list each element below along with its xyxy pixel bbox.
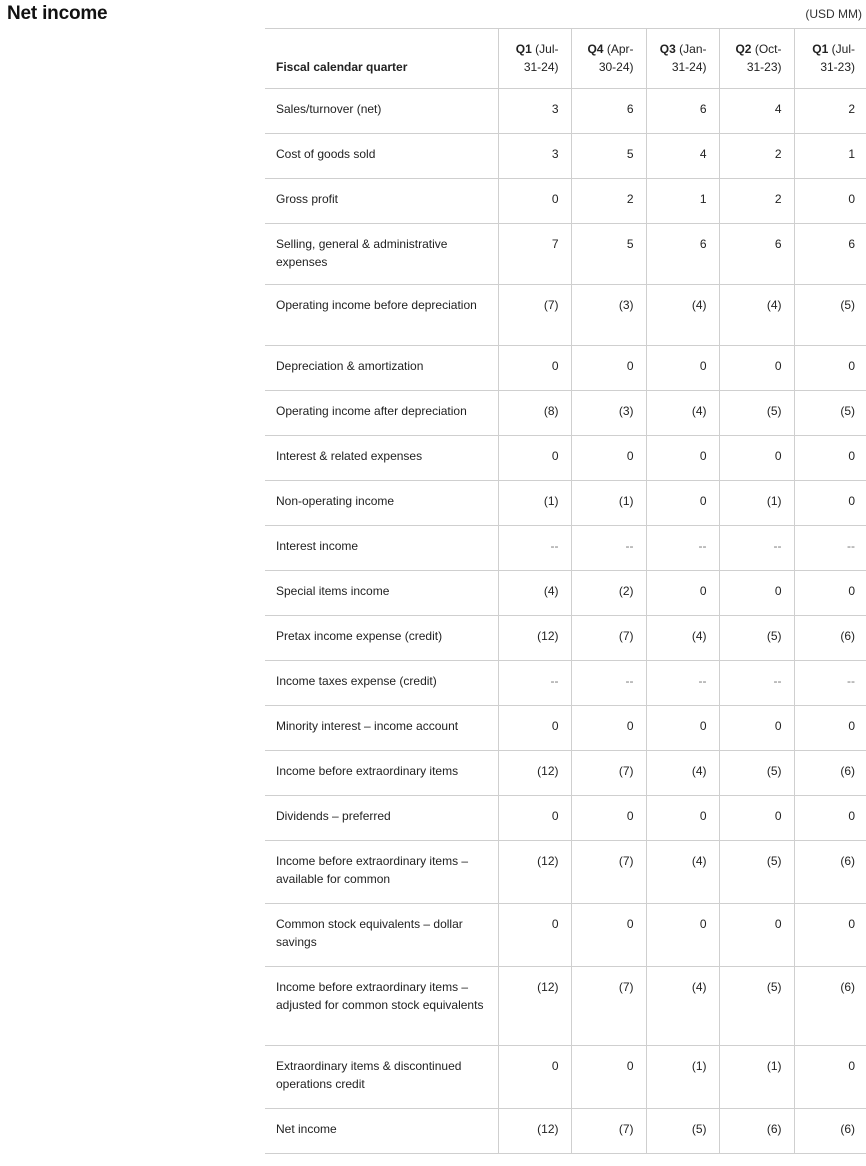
row-label: Depreciation & amortization <box>265 346 498 391</box>
table-row <box>265 1109 866 1154</box>
cell-value: 0 <box>571 436 646 481</box>
table-row <box>265 179 866 224</box>
cell-value: (7) <box>498 285 571 346</box>
table-row <box>265 1046 866 1109</box>
cell-value: 6 <box>794 224 866 285</box>
row-label: Dividends – preferred <box>265 796 498 841</box>
cell-value: (6) <box>794 967 866 1046</box>
cell-value: 0 <box>498 1046 571 1109</box>
table-row <box>265 526 866 571</box>
cell-value: (5) <box>719 616 794 661</box>
cell-value: 3 <box>498 134 571 179</box>
cell-value: (1) <box>498 481 571 526</box>
cell-value: (4) <box>646 751 719 796</box>
cell-value: 0 <box>646 436 719 481</box>
table-row <box>265 346 866 391</box>
cell-value: 0 <box>719 706 794 751</box>
row-label: Extraordinary items & discontinued operations credit <box>265 1046 498 1109</box>
cell-value: (4) <box>646 285 719 346</box>
cell-value: (12) <box>498 616 571 661</box>
cell-value: (7) <box>571 841 646 904</box>
cell-value: 0 <box>794 481 866 526</box>
table-row <box>265 436 866 481</box>
cell-value: 0 <box>498 436 571 481</box>
cell-value: (5) <box>794 285 866 346</box>
quarter-name: Q1 <box>812 42 829 56</box>
cell-value: 0 <box>498 706 571 751</box>
cell-value: 0 <box>719 436 794 481</box>
cell-value: (7) <box>571 1109 646 1154</box>
cell-value: (5) <box>719 391 794 436</box>
quarter-date-line1: (Jul- <box>831 42 855 56</box>
cell-value: -- <box>719 526 794 571</box>
cell-value: 0 <box>794 179 866 224</box>
cell-value: 0 <box>794 436 866 481</box>
row-label: Income before extraordinary items – adjusted for common stock equivalents <box>265 967 498 1046</box>
cell-value: (1) <box>719 1046 794 1109</box>
cell-value: 1 <box>794 134 866 179</box>
cell-value: 5 <box>571 134 646 179</box>
table-row <box>265 481 866 526</box>
cell-value: -- <box>794 526 866 571</box>
column-header-q1-2024 <box>498 29 571 89</box>
quarter-date-line1: (Jul- <box>535 42 559 56</box>
cell-value: (5) <box>794 391 866 436</box>
cell-value: 5 <box>571 224 646 285</box>
row-label: Special items income <box>265 571 498 616</box>
table-row <box>265 571 866 616</box>
cell-value: 6 <box>719 224 794 285</box>
cell-value: 0 <box>719 346 794 391</box>
cell-value: (7) <box>571 616 646 661</box>
quarter-date-line2: 31-24) <box>671 60 707 74</box>
table-row <box>265 285 866 346</box>
quarter-date-line2: 31-23) <box>746 60 782 74</box>
cell-value: (5) <box>719 841 794 904</box>
cell-value: -- <box>719 661 794 706</box>
row-label: Income taxes expense (credit) <box>265 661 498 706</box>
row-label: Cost of goods sold <box>265 134 498 179</box>
quarter-date-line1: (Jan- <box>679 42 707 56</box>
cell-value: 0 <box>719 904 794 967</box>
cell-value: (6) <box>719 1109 794 1154</box>
cell-value: 0 <box>498 346 571 391</box>
cell-value: (4) <box>646 841 719 904</box>
cell-value: (12) <box>498 1109 571 1154</box>
cell-value: 0 <box>646 904 719 967</box>
cell-value: 0 <box>794 706 866 751</box>
cell-value: 0 <box>794 346 866 391</box>
cell-value: 0 <box>646 796 719 841</box>
cell-value: 0 <box>571 796 646 841</box>
table-body <box>265 89 866 1154</box>
table-row <box>265 391 866 436</box>
cell-value: 1 <box>646 179 719 224</box>
cell-value: -- <box>646 661 719 706</box>
quarter-date-line2: 30-24) <box>598 60 634 74</box>
table-row <box>265 751 866 796</box>
quarter-name: Q1 <box>515 42 532 56</box>
cell-value: (12) <box>498 967 571 1046</box>
row-label: Operating income before depreciation <box>265 285 498 346</box>
row-label: Gross profit <box>265 179 498 224</box>
cell-value: 6 <box>571 89 646 134</box>
row-label: Common stock equivalents – dollar savings <box>265 904 498 967</box>
row-label: Sales/turnover (net) <box>265 89 498 134</box>
quarter-date-line2: 31-24) <box>523 60 559 74</box>
table-header-row <box>265 29 866 89</box>
table-row <box>265 706 866 751</box>
table-row <box>265 134 866 179</box>
table-row <box>265 841 866 904</box>
cell-value: (5) <box>719 751 794 796</box>
cell-value: (1) <box>571 481 646 526</box>
cell-value: 0 <box>719 571 794 616</box>
cell-value: -- <box>498 661 571 706</box>
row-label: Pretax income expense (credit) <box>265 616 498 661</box>
cell-value: 2 <box>719 179 794 224</box>
row-label: Income before extraordinary items – available for common <box>265 841 498 904</box>
label-column-header: Fiscal calendar quarter <box>265 29 498 89</box>
row-label: Interest income <box>265 526 498 571</box>
row-label: Income before extraordinary items <box>265 751 498 796</box>
cell-value: 0 <box>794 571 866 616</box>
cell-value: 3 <box>498 89 571 134</box>
cell-value: 2 <box>571 179 646 224</box>
cell-value: (4) <box>646 967 719 1046</box>
units-label: (USD MM) <box>805 7 862 21</box>
cell-value: 0 <box>719 796 794 841</box>
cell-value: (6) <box>794 616 866 661</box>
table-row <box>265 796 866 841</box>
cell-value: 0 <box>498 796 571 841</box>
row-label: Net income <box>265 1109 498 1154</box>
cell-value: 4 <box>719 89 794 134</box>
cell-value: (3) <box>571 391 646 436</box>
cell-value: 0 <box>794 904 866 967</box>
cell-value: (12) <box>498 841 571 904</box>
cell-value: -- <box>571 526 646 571</box>
cell-value: (4) <box>646 391 719 436</box>
cell-value: 0 <box>646 346 719 391</box>
cell-value: 0 <box>498 904 571 967</box>
column-header-q3-2024 <box>646 29 719 89</box>
cell-value: 0 <box>571 1046 646 1109</box>
column-header-q1-2023 <box>794 29 866 89</box>
cell-value: (8) <box>498 391 571 436</box>
table-row <box>265 224 866 285</box>
cell-value: (1) <box>719 481 794 526</box>
cell-value: 0 <box>646 481 719 526</box>
cell-value: 0 <box>571 706 646 751</box>
quarter-date-line2: 31-23) <box>820 60 855 74</box>
cell-value: 0 <box>646 571 719 616</box>
cell-value: (5) <box>646 1109 719 1154</box>
cell-value: (3) <box>571 285 646 346</box>
cell-value: (6) <box>794 751 866 796</box>
table-row <box>265 89 866 134</box>
cell-value: 0 <box>571 346 646 391</box>
cell-value: 2 <box>794 89 866 134</box>
page-title: Net income <box>7 3 108 24</box>
cell-value: -- <box>498 526 571 571</box>
cell-value: -- <box>571 661 646 706</box>
quarter-name: Q2 <box>735 42 752 56</box>
cell-value: (12) <box>498 751 571 796</box>
cell-value: 0 <box>794 796 866 841</box>
cell-value: -- <box>646 526 719 571</box>
row-label: Non-operating income <box>265 481 498 526</box>
cell-value: 2 <box>719 134 794 179</box>
column-header-q2-2023 <box>719 29 794 89</box>
cell-value: 0 <box>646 706 719 751</box>
cell-value: -- <box>794 661 866 706</box>
row-label: Selling, general & administrative expenses <box>265 224 498 285</box>
cell-value: 0 <box>794 1046 866 1109</box>
cell-value: (7) <box>571 751 646 796</box>
cell-value: 4 <box>646 134 719 179</box>
table-row <box>265 904 866 967</box>
cell-value: (6) <box>794 1109 866 1154</box>
row-label: Operating income after depreciation <box>265 391 498 436</box>
row-label: Interest & related expenses <box>265 436 498 481</box>
column-header-q4-2024 <box>571 29 646 89</box>
row-label: Minority interest – income account <box>265 706 498 751</box>
cell-value: 6 <box>646 224 719 285</box>
table-row <box>265 616 866 661</box>
net-income-table <box>265 28 866 1154</box>
cell-value: (6) <box>794 841 866 904</box>
cell-value: 0 <box>571 904 646 967</box>
cell-value: (1) <box>646 1046 719 1109</box>
cell-value: 0 <box>498 179 571 224</box>
cell-value: (4) <box>498 571 571 616</box>
table-row <box>265 967 866 1046</box>
cell-value: 6 <box>646 89 719 134</box>
cell-value: (4) <box>646 616 719 661</box>
cell-value: (2) <box>571 571 646 616</box>
cell-value: (5) <box>719 967 794 1046</box>
cell-value: (7) <box>571 967 646 1046</box>
cell-value: 7 <box>498 224 571 285</box>
quarter-date-line1: (Oct- <box>754 42 782 56</box>
quarter-name: Q3 <box>659 42 676 56</box>
quarter-name: Q4 <box>587 42 604 56</box>
quarter-date-line1: (Apr- <box>606 42 634 56</box>
cell-value: (4) <box>719 285 794 346</box>
table-row <box>265 661 866 706</box>
